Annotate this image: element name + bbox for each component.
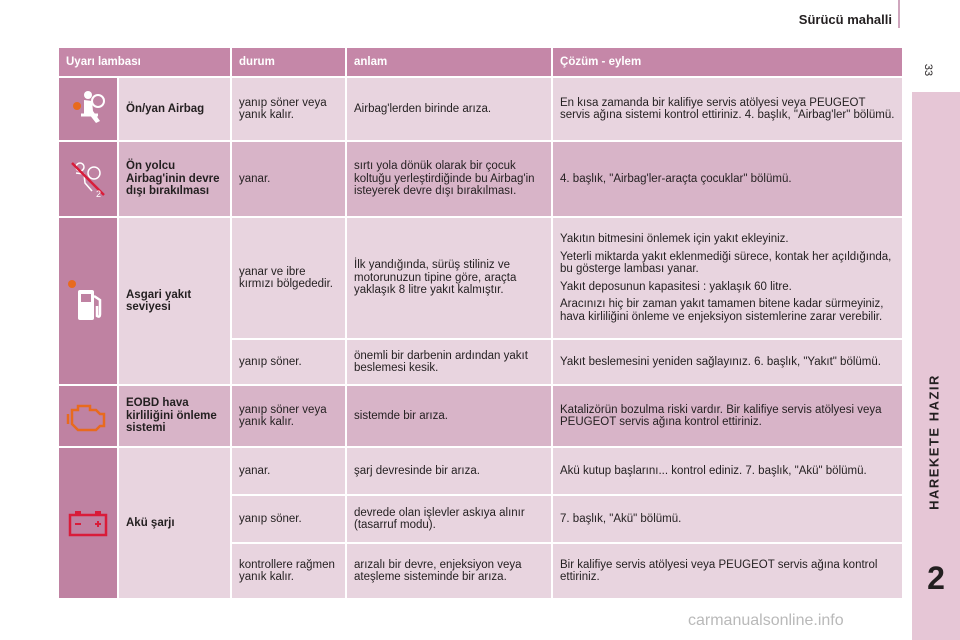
- airbag-warning-icon: [66, 87, 110, 131]
- meaning-text: arızalı bir devre, enjeksiyon veya ateşleme sisteminde bir arıza.: [346, 543, 552, 599]
- status-text: yanıp söner veya yanık kalır.: [231, 77, 346, 141]
- status-text: kontrollere rağmen yanık kalır.: [231, 543, 346, 599]
- status-text: yanıp söner.: [231, 339, 346, 385]
- passenger-airbag-cell: [58, 141, 118, 217]
- battery-icon: [66, 507, 110, 539]
- action-text: [552, 217, 903, 339]
- action-text: Yakıt beslemesini yeniden sağlayınız. 6. başlık, "Yakıt" bölümü.: [552, 339, 903, 385]
- page-number: 33: [922, 63, 935, 77]
- meaning-text: şarj devresinde bir arıza.: [346, 447, 552, 495]
- meaning-text: Airbag'lerden birinde arıza.: [346, 77, 552, 141]
- action-text: 4. başlık, "Airbag'ler-araçta çocuklar" bölümü.: [552, 141, 903, 217]
- action-text: Bir kalifiye servis atölyesi veya PEUGEOT servis ağına kontrol ettiriniz.: [552, 543, 903, 599]
- meaning-text: önemli bir darbenin ardından yakıt beslemesi kesik.: [346, 339, 552, 385]
- table-row: [58, 77, 903, 141]
- meaning-text: sistemde bir arıza.: [346, 385, 552, 447]
- column-header-meaning: anlam: [346, 47, 552, 77]
- battery-cell: [58, 447, 118, 599]
- table-row: [58, 217, 903, 339]
- table-row: [58, 141, 903, 217]
- warning-name: Ön yolcu Airbag'inin devre dışı bırakılması: [118, 141, 231, 217]
- page-header-title: Sürücü mahalli: [798, 12, 892, 27]
- column-header-warning-light: Uyarı lambası: [58, 47, 231, 77]
- table-header-row: [58, 47, 903, 77]
- status-text: yanıp söner veya yanık kalır.: [231, 385, 346, 447]
- status-text: yanar.: [231, 447, 346, 495]
- fuel-cell: [58, 217, 118, 385]
- meaning-text: sırtı yola dönük olarak bir çocuk koltuğu yerleştirdiğinde bu Airbag'in isteyerek devre dışı bırakılması.: [346, 141, 552, 217]
- table-row: [58, 385, 903, 447]
- table-row: [58, 447, 903, 495]
- warning-lights-table: [57, 46, 904, 600]
- meaning-text: devrede olan işlevler askıya alınır (tasarruf modu).: [346, 495, 552, 543]
- status-text: yanıp söner.: [231, 495, 346, 543]
- action-text: Akü kutup başlarını... kontrol ediniz. 7. başlık, "Akü" bölümü.: [552, 447, 903, 495]
- action-text: 7. başlık, "Akü" bölümü.: [552, 495, 903, 543]
- action-text: En kısa zamanda bir kalifiye servis atölyesi veya PEUGEOT servis ağına sistemi kontrol ettiriniz. 4. başlık, "Airbag'ler" bölümü.: [552, 77, 903, 141]
- column-header-status: durum: [231, 47, 346, 77]
- chapter-title: HAREKETE HAZIR: [926, 374, 942, 510]
- chapter-sidebar: [912, 92, 960, 640]
- passenger-airbag-off-icon: [66, 157, 110, 201]
- airbag-cell: [58, 77, 118, 141]
- action-paragraph: Yeterli miktarda yakıt eklenmediği sürece, kontak her açıldığında, bu gösterge lambası yanar.: [560, 250, 892, 275]
- svg-text:2: 2: [96, 189, 102, 199]
- meaning-text: İlk yandığında, sürüş stiliniz ve motorunuzun tipine göre, araçta yaklaşık 8 litre yakıt kalmıştır.: [346, 217, 552, 339]
- action-paragraph: Yakıt deposunun kapasitesi : yaklaşık 60 litre.: [560, 280, 792, 293]
- eobd-cell: [58, 385, 118, 447]
- warning-name: Akü şarjı: [118, 447, 231, 599]
- chapter-number: 2: [927, 560, 945, 596]
- warning-name: Ön/yan Airbag: [118, 77, 231, 141]
- status-text: yanar.: [231, 141, 346, 217]
- action-paragraph: Yakıtın bitmesini önlemek için yakıt ekleyiniz.: [560, 233, 789, 245]
- watermark: carmanualsonline.info: [688, 612, 844, 629]
- column-header-action: Çözüm - eylem: [552, 47, 903, 77]
- engine-check-icon: [64, 396, 112, 436]
- fuel-pump-icon: [64, 276, 112, 326]
- header-divider: [898, 0, 900, 28]
- warning-name: Asgari yakıt seviyesi: [118, 217, 231, 385]
- action-text: Katalizörün bozulma riski vardır. Bir kalifiye servis atölyesi veya PEUGEOT servis ağına kontrol ettiriniz.: [552, 385, 903, 447]
- warning-name: EOBD hava kirliliğini önleme sistemi: [118, 385, 231, 447]
- status-text: yanar ve ibre kırmızı bölgededir.: [231, 217, 346, 339]
- action-paragraph: Aracınızı hiç bir zaman yakıt tamamen bitene kadar sürmeyiniz, hava kirliliğini önleme ve enjeksiyon sistemlerine zarar verebilir.: [560, 298, 884, 323]
